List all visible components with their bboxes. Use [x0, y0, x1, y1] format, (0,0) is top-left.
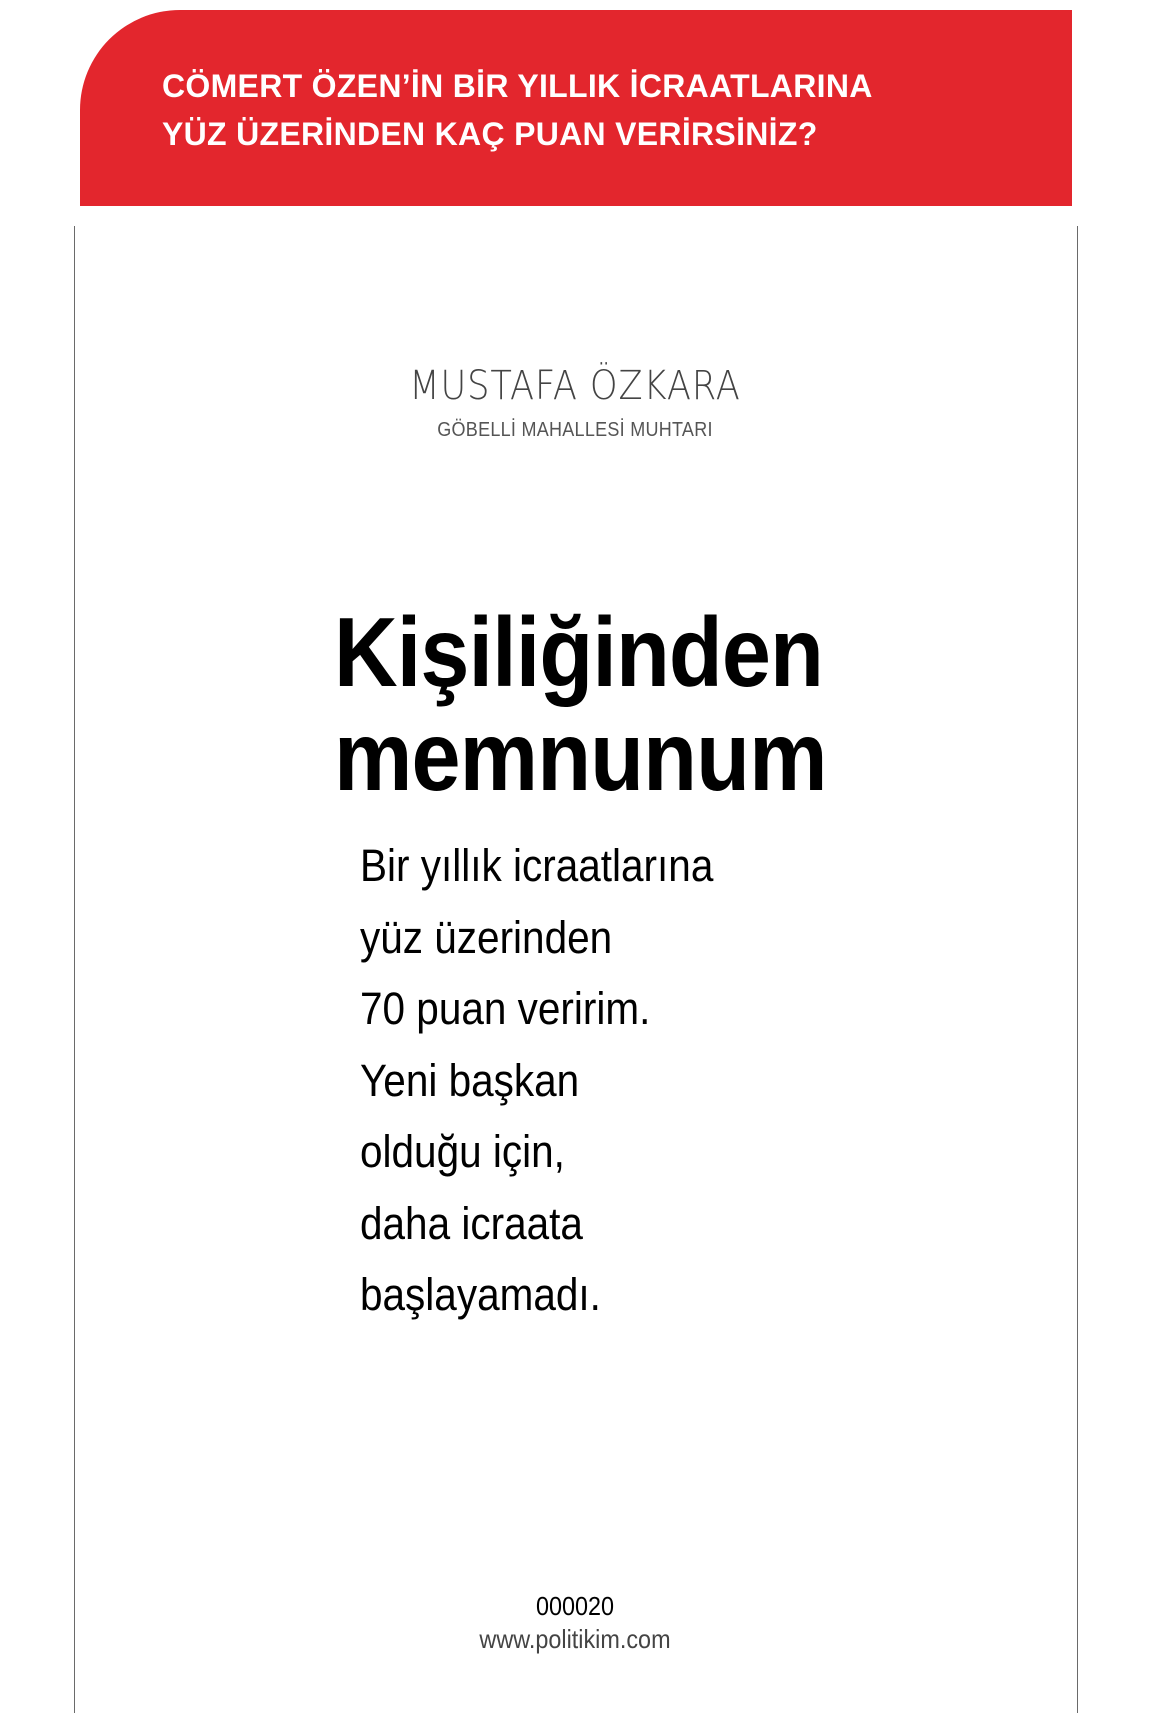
- quote-line-2: yüz üzerinden: [360, 911, 613, 963]
- question-banner: [80, 10, 1072, 206]
- person-name: MUSTAFA ÖZKARA: [409, 363, 741, 409]
- banner-question-line-1: CÖMERT ÖZEN’İN BİR YILLIK İCRAATLARINA: [162, 68, 873, 104]
- left-border-line: [74, 226, 75, 1713]
- headline-line-2: memnunum: [334, 701, 827, 811]
- footer-code: 000020: [535, 1591, 615, 1621]
- quote-text: [360, 830, 713, 1331]
- quote-line-5: olduğu için,: [360, 1126, 565, 1177]
- quote-line-6: daha icraata: [360, 1197, 583, 1249]
- quote-line-7: başlayamadı.: [360, 1269, 601, 1320]
- banner-question-line-2: YÜZ ÜZERİNDEN KAÇ PUAN VERİRSİNİZ?: [162, 116, 818, 152]
- person-title: GÖBELLİ MAHALLESİ MUHTARI: [437, 419, 713, 441]
- quote-line-3: 70 puan veririm.: [360, 983, 651, 1034]
- headline-line-1: Kişiliğinden: [334, 597, 824, 707]
- right-border-line: [1077, 226, 1078, 1713]
- footer-website: www.politikim.com: [479, 1624, 671, 1654]
- headline: [334, 597, 827, 811]
- quote-line-4: Yeni başkan: [360, 1054, 580, 1106]
- quote-line-1: Bir yıllık icraatlarına: [360, 840, 714, 891]
